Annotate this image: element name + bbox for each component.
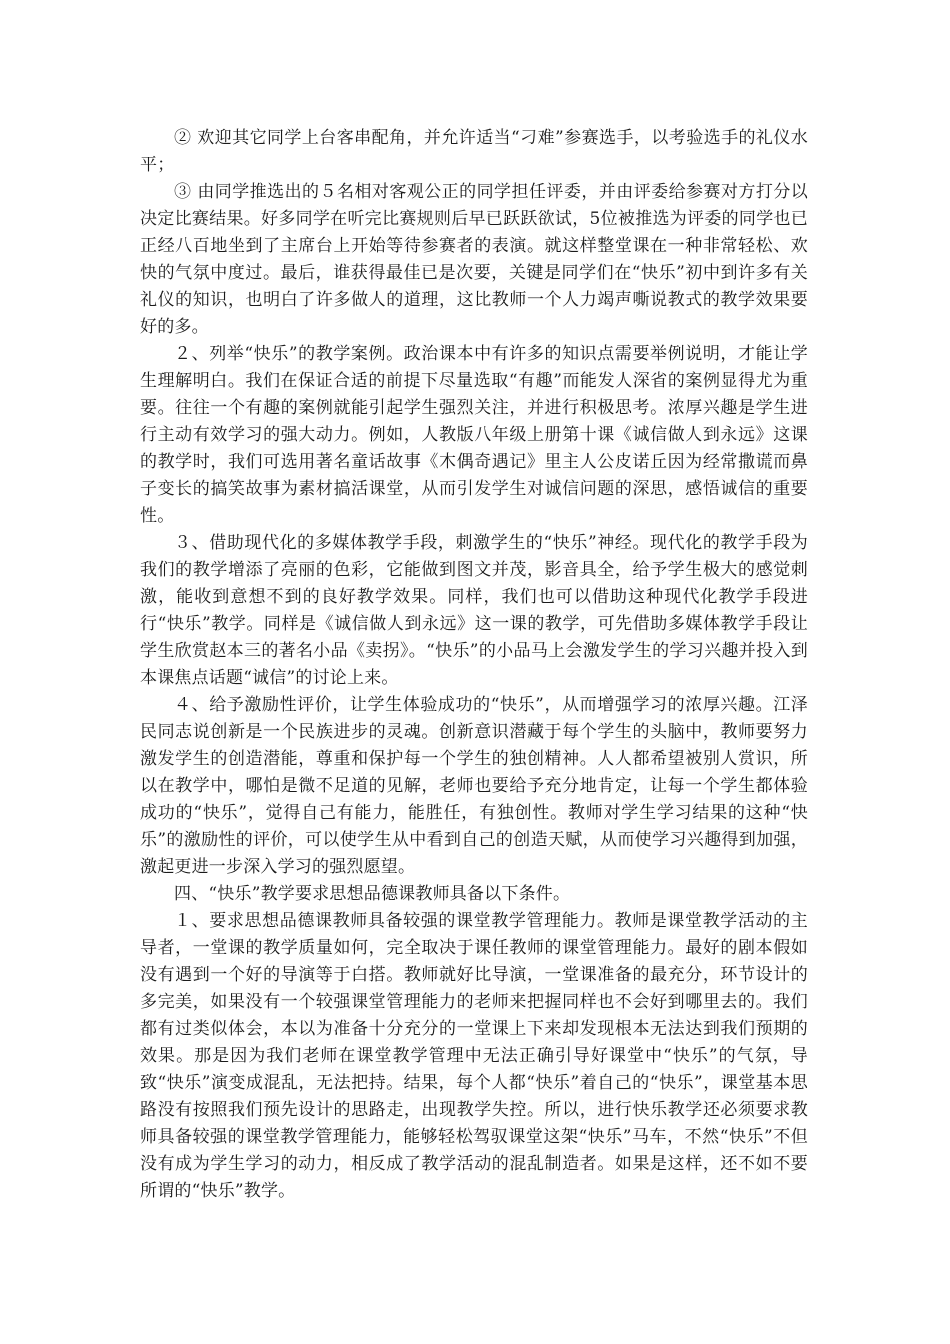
paragraph-item-3-judges-rule: ③ 由同学推选出的５名相对客观公正的同学担任评委，并由评委给参赛对方打分以决定比赛结果。好多同学在听完比赛规则后早已跃跃欲试，5位被推选为评委的同学也已正经八百地坐到了主席台上开始等待参赛者的表演。就这样整堂课在一种非常轻松、欢快的气氛中度过。最后，谁获得最佳已是次要，关键是同学们在“快乐”初中到许多有关礼仪的知识，也明白了许多做人的道理，这比教师一个人力竭声嘶说教式的教学效果要好的多。 xyxy=(140,182,808,337)
paragraph-multimedia: ３、借助现代化的多媒体教学手段，刺激学生的“快乐”神经。现代化的教学手段为我们的教学增添了亮丽的色彩，它能做到图文并茂，影音具全，给予学生极大的感觉刺激，能收到意想不到的良好教学效果。同样，我们也可以借助这种现代化教学手段进行“快乐”教学。同样是《诚信做人到永远》这一课的教学，可先借助多媒体教学手段让学生欣赏赵本三的著名小品《卖拐》。“快乐”的小品马上会激发学生的学习兴趣并投入到本课焦点话题“诚信”的讨论上来。 xyxy=(140,533,808,688)
paragraph-classroom-management: １、要求思想品德课教师具备较强的课堂教学管理能力。教师是课堂教学活动的主导者，一堂课的教学质量如何，完全取决于课任教师的课堂管理能力。最好的剧本假如没有遇到一个好的导演等于白搭。教师就好比导演，一堂课准备的最充分，环节设计的多完美，如果没有一个较强课堂管理能力的老师来把握同样也不会好到哪里去的。我们都有过类似体会，本以为准备十分充分的一堂课上下来却发现根本无法达到我们预期的效果。那是因为我们老师在课堂教学管理中无法正确引导好课堂中“快乐”的气氛，导致“快乐”演变成混乱，无法把持。结果，每个人都“快乐”着自己的“快乐”，课堂基本思路没有按照我们预先设计的思路走，出现教学失控。所以，进行快乐教学还必须要求教师具备较强的课堂教学管理能力，能够轻松驾驭课堂这架“快乐”马车，不然“快乐”不但没有成为学生学习的动力，相反成了教学活动的混乱制造者。如果是这样，还不如不要所谓的“快乐”教学。 xyxy=(140,911,808,1201)
paragraph-incentive-evaluation: ４、给予激励性评价，让学生体验成功的“快乐”，从而增强学习的浓厚兴趣。江泽民同志说创新是一个民族进步的灵魂。创新意识潜藏于每个学生的头脑中，教师要努力激发学生的创造潜能，尊重和保护每一个学生的独创精神。人人都希望被别人赏识，所以在教学中，哪怕是微不足道的见解，老师也要给予充分地肯定，让每一个学生都体验成功的“快乐”，觉得自己有能力，能胜任，有独创性。教师对学生学习结果的这种“快乐”的激励性的评价，可以使学生从中看到自己的创造天赋，从而使学习兴趣得到加强，激起更进一步深入学习的强烈愿望。 xyxy=(140,695,808,877)
paragraph-item-2-judges-rule: ② 欢迎其它同学上台客串配角，并允许适当“刁难”参赛选手，以考验选手的礼仪水平； xyxy=(140,128,808,175)
paragraph-teaching-cases: ２、列举“快乐”的教学案例。政治课本中有许多的知识点需要举例说明，才能让学生理解明白。我们在保证合适的前提下尽量选取“有趣”而能发人深省的案例显得尤为重要。往往一个有趣的案例就能引起学生强烈关注，并进行积极思考。浓厚兴趣是学生进行主动有效学习的强大动力。例如，人教版八年级上册第十课《诚信做人到永远》这课的教学时，我们可选用著名童话故事《木偶奇遇记》里主人公皮诺丘因为经常撒谎而鼻子变长的搞笑故事为素材搞活课堂，从而引发学生对诚信问题的深思，感悟诚信的重要性。 xyxy=(140,344,808,526)
section-heading-requirements: 四、“快乐”教学要求思想品德课教师具备以下条件。 xyxy=(174,884,571,904)
document-page xyxy=(140,125,808,1205)
